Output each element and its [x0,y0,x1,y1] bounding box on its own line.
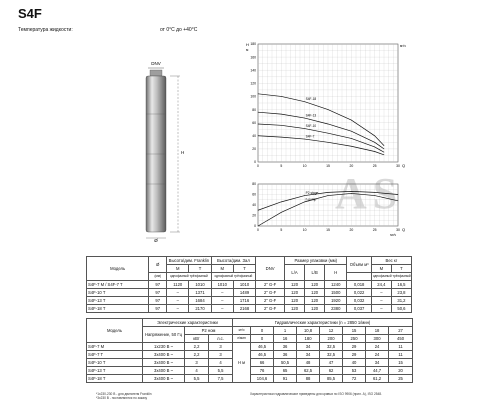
pq-x-tick: 30 [396,228,400,232]
perf-cell: 46,5 [251,343,274,351]
hq-xlabel: Q [402,163,406,168]
head-flow-chart [236,36,416,174]
hq-point [384,155,385,156]
perf-cell: 88 [297,375,320,383]
temperature-label: Температура жидкости: [18,27,73,33]
col-weight-m: М [371,265,391,273]
hq-point [281,125,282,126]
hq-point [351,138,352,139]
hq-point [374,142,375,143]
hq-point [384,149,385,150]
performance-table [86,318,413,383]
hq-y-tick: 0 [254,160,256,165]
col-volume-blank [347,273,371,281]
pq-x-tick: 20 [349,228,354,232]
dim-cell: 1010 [211,281,233,289]
perf-cell: 24 [366,343,389,351]
perf-cell: 32,5 [320,343,343,351]
hq-point [304,128,305,129]
perf-cell: 3x400 В ~ [143,359,185,367]
dnv-label: DNV [151,61,161,66]
col-diameter: Ø [149,257,167,273]
pq-point [258,226,259,227]
perf-cell: 34 [297,343,320,351]
hq-point [281,114,282,115]
dim-cell: 0,022 [347,289,371,297]
perf-cell: 44,7 [366,367,389,375]
pq-x-tick: 10 [302,228,307,232]
flow-lmin-6: 450 [389,335,413,343]
perf-cell: S4F-10 T [87,359,143,367]
power-efficiency-chart [236,178,416,238]
col-zal-t: Т [233,265,255,273]
col-franklin-t: Т [189,265,211,273]
perf-cell: 11 [389,343,413,351]
hq-point [374,151,375,152]
dim-cell: 2" G-F [256,305,285,313]
perf-cell: 11 [389,351,413,359]
dim-cell: 120 [285,297,305,305]
dim-cell: 1240 [325,281,347,289]
dim-cell: 0,032 [347,297,371,305]
col2-voltage: Напряжение, 50 Гц [143,327,185,343]
dim-cell: – [167,305,189,313]
pq-point [258,210,259,211]
perf-cell: 62 [320,367,343,375]
hq-y-tick: 180 [250,42,256,47]
perf-cell: 104,6 [251,375,274,383]
perf-cell: 3 [209,351,233,359]
dim-cell: 2" G-F [256,297,285,305]
perf-cell: S4F-13 T [87,367,143,375]
dim-row [87,281,412,289]
perf-cell: 20 [389,367,413,375]
perf-cell: 62,5 [297,367,320,375]
pq-x-tick: 15 [326,228,330,232]
perf-cell: 2,2 [185,351,209,359]
dim-cell: 120 [305,305,325,313]
flow-lmin-3: 200 [320,335,343,343]
perf-cell: 36 [274,343,297,351]
dim-cell: 120 [305,297,325,305]
perf-cell: 3x400 В ~ [143,367,185,375]
perf-cell: 85,5 [320,375,343,383]
dim-cell: 97 [149,281,167,289]
perf-cell: 48 [297,359,320,367]
watermark: AS [335,169,404,218]
perf-cell: 91 [274,375,297,383]
flow-m3h-3: 12 [320,327,343,335]
col-franklin-sub: однофазный трёхфазный [167,273,212,281]
pq-xlabel: Q [402,227,406,232]
col2-electrical: Электрические характеристики [143,319,233,327]
perf-cell: 24 [366,351,389,359]
hq-point [351,120,352,121]
perf-cell: 50,5 [274,359,297,367]
perf-cell: S4F-7 M [87,343,143,351]
pq-y-tick: 0 [254,224,256,229]
col-weight: Вес кг [371,257,411,265]
perf-cell: 5,5 [185,375,209,383]
dim-cell: 97 [149,305,167,313]
note-iso: Характеристики гидравлические приведены для кривых по ISO 9906 (прил. А), ISO 2548. [250,392,382,396]
col-h: H [325,265,347,281]
hq-point [328,124,329,125]
perf-cell: 53 [343,367,366,375]
dim-cell: – [211,289,233,297]
col-zal-m: М [211,265,233,273]
perf-cell: 7,5 [209,375,233,383]
perf-cell: 34 [366,359,389,367]
hq-xunit-top: м³/ч [400,44,406,48]
col2-hp: л.с. [209,335,233,343]
hq-point [281,137,282,138]
hq-y-tick: 20 [252,147,256,152]
dim-row [87,289,412,297]
pq-series-label: h pump [305,197,317,202]
hq-point [258,136,259,137]
perf-cell: 46,5 [251,351,274,359]
pq-x-tick: 25 [372,228,377,232]
dim-cell: – [371,305,391,313]
perf-cell: 29 [343,351,366,359]
hq-point [384,152,385,153]
perf-cell: 76 [251,367,274,375]
perf-cell: 15 [389,359,413,367]
dim-cell: 2170 [189,305,211,313]
pq-point [351,191,352,192]
flow-m3h-0: 0 [251,327,274,335]
dim-cell: 1489 [233,289,255,297]
pq-xunit: м³/ч [390,233,396,237]
hq-point [304,139,305,140]
dim-row [87,297,412,305]
dim-cell: – [211,305,233,313]
perf-cell: 3x400 В ~ [143,351,185,359]
col-weight-t: Т [391,265,411,273]
dim-cell: 1120 [167,281,189,289]
perf-cell: 66 [251,359,274,367]
hq-x-tick: 30 [396,164,400,168]
perf-cell: S4F-18 T [87,375,143,383]
hq-point [258,112,259,113]
hq-point [328,133,329,134]
perf-cell: 3x400 В ~ [143,375,185,383]
dim-cell: 2380 [325,305,347,313]
hq-point [374,147,375,148]
flow-lmin-5: 300 [366,335,389,343]
col-la: L/A [285,265,305,281]
perf-cell: 65 [274,367,297,375]
perf-cell: 3 [209,343,233,351]
hq-y-tick: 140 [250,68,256,73]
note-2: *3x230 В - поставляются по заказу [96,396,148,400]
hq-point [258,94,259,95]
perf-cell: 1x230 В ~ [143,343,185,351]
pq-point [398,194,399,195]
pq-point [304,202,305,203]
dim-cell: – [167,297,189,305]
col-package: Размер упаковки (мм) [285,257,347,265]
col-franklin: Высота/дим. Franklin [167,257,212,265]
col-zal: Высота/дим. Зал [211,257,256,265]
perf-cell: 4 [185,367,209,375]
perf-cell: 4 [209,359,233,367]
hq-x-tick: 5 [280,164,283,168]
dim-cell: 120 [285,305,305,313]
diameter-label: Ø [154,238,158,242]
col-diameter-unit: (мм) [149,273,167,281]
head-unit-label: H м [233,343,251,383]
col-dnv: DNV [256,257,285,281]
col2-hydraulic: Гидравлические характеристики (n = 2850 1/мин) [233,319,413,327]
dim-cell: 16,5 [391,281,411,289]
hq-series-label: S4F-7 [305,134,315,139]
pq-point [328,195,329,196]
note-1: *1x230-230 В - для двигателя Franklin [96,392,152,396]
pq-x-tick: 0 [257,228,259,232]
col-zal-sub: однофазный трёхфазный [211,273,256,281]
hq-point [351,131,352,132]
flow-m3h-1: 1 [274,327,297,335]
perf-cell: 2,2 [185,343,209,351]
pq-point [351,193,352,194]
flow-lmin-1: 16 [274,335,297,343]
col-weight-sub: однофазный трёхфазный [371,273,411,281]
temperature-range: от 0°С до +40°С [160,27,198,33]
perf-cell: 36 [274,351,297,359]
dim-cell: 97 [149,289,167,297]
hq-y-tick: 160 [250,55,256,60]
hq-point [384,145,385,146]
col2-kw: кВт [185,335,209,343]
col-lb: L/B [305,265,325,281]
hq-y-tick: 60 [252,120,256,125]
hq-point [304,101,305,102]
hq-x-tick: 25 [372,164,377,168]
flow-m3h-5: 18 [366,327,389,335]
pq-y-tick: 20 [252,213,256,218]
hq-series-3 [258,136,384,155]
dim-cell: – [371,289,391,297]
pq-point [304,195,305,196]
pq-y-tick: 60 [252,192,256,197]
flow-m3h-4: 15 [343,327,366,335]
hq-point [374,136,375,137]
perf-cell: 34 [297,351,320,359]
dim-cell: 1010 [233,281,255,289]
col2-model: Модель [87,319,143,343]
dim-cell: 23,8 [391,289,411,297]
perf-cell: 61,2 [366,375,389,383]
dim-cell: 1371 [189,289,211,297]
dim-cell: 0,037 [347,305,371,313]
flow-lmin-0: 0 [251,335,274,343]
dim-cell: 1500 [325,289,347,297]
dim-cell: S4F-10 T [87,289,149,297]
dim-cell: S4F-13 T [87,297,149,305]
hq-yunit: м [246,48,249,52]
dim-cell: 97 [149,297,167,305]
dim-cell: 120 [285,281,305,289]
hq-y-tick: 120 [250,81,256,86]
hq-y-tick: 40 [252,133,256,138]
hq-x-tick: 20 [349,164,354,168]
page-title: S4F [18,6,42,21]
flow-m3h-2: 10,8 [297,327,320,335]
pq-y-tick: 40 [252,203,256,208]
note-franklin [96,392,152,400]
dim-cell: 120 [305,289,325,297]
flow-lmin-4: 250 [343,335,366,343]
dimensions-table [86,256,412,313]
perf-cell: 5,5 [209,367,233,375]
flow-m3h-6: 27 [389,327,413,335]
col-volume: Объём м³ [347,257,371,273]
pq-point [328,192,329,193]
perf-cell: 47 [320,359,343,367]
hq-point [328,109,329,110]
hq-series-label: S4F-18 [305,97,317,102]
hq-y-tick: 80 [252,107,256,112]
dim-cell: S4F-18 T [87,305,149,313]
dim-cell: 1010 [189,281,211,289]
dim-cell: – [371,297,391,305]
dim-cell: 1684 [189,297,211,305]
hq-series-label: S4F-13 [305,113,317,118]
dim-cell: – [167,289,189,297]
hq-point [258,124,259,125]
perf-cell: 29 [343,343,366,351]
dim-cell: 1716 [233,297,255,305]
dim-cell: 0,018 [347,281,371,289]
perf-cell: S4F-7 T [87,351,143,359]
col2-p2: P2 ном [185,327,233,335]
col-franklin-m: М [167,265,189,273]
perf-row [87,343,413,351]
dim-row [87,305,412,313]
flow-lmin-2: 180 [297,335,320,343]
hq-ylabel: H [246,42,249,47]
pq-y-tick: 80 [252,182,256,187]
perf-cell: 25 [389,375,413,383]
dim-cell: 50,6 [391,305,411,313]
hq-point [281,96,282,97]
hq-x-tick: 10 [302,164,307,168]
dim-cell: 24,4 [371,281,391,289]
dim-cell: 120 [305,281,325,289]
dim-cell: 120 [285,289,305,297]
perf-cell: 40 [343,359,366,367]
pq-x-tick: 5 [280,228,283,232]
perf-cell: 3 [185,359,209,367]
hq-point [328,142,329,143]
pq-point [398,201,399,202]
hq-point [351,146,352,147]
hq-x-tick: 15 [326,164,330,168]
pq-point [374,192,375,193]
hq-series-label: S4F-10 [305,124,317,129]
pq-series-label: P2 stage [305,191,319,196]
col-model: Модель [87,257,149,281]
hq-y-tick: 100 [250,94,256,99]
hq-x-tick: 0 [257,164,259,168]
col2-q-m3h: м³/ч [233,327,251,335]
dim-cell: 31,2 [391,297,411,305]
hq-point [304,118,305,119]
height-label: H [181,150,185,155]
col2-q-lmin: л/мин [233,335,251,343]
perf-cell: 32,5 [320,351,343,359]
dim-cell: 2" G-F [256,289,285,297]
pq-point [281,202,282,203]
dim-cell: S4F-7 M / S4F-7 T [87,281,149,289]
dim-cell: – [211,297,233,305]
dim-cell: 1920 [325,297,347,305]
perf-cell: 72 [343,375,366,383]
pump-drawing [130,54,190,242]
dim-cell: 2168 [233,305,255,313]
pq-point [281,212,282,213]
pq-point [374,195,375,196]
dim-cell: 2" G-F [256,281,285,289]
